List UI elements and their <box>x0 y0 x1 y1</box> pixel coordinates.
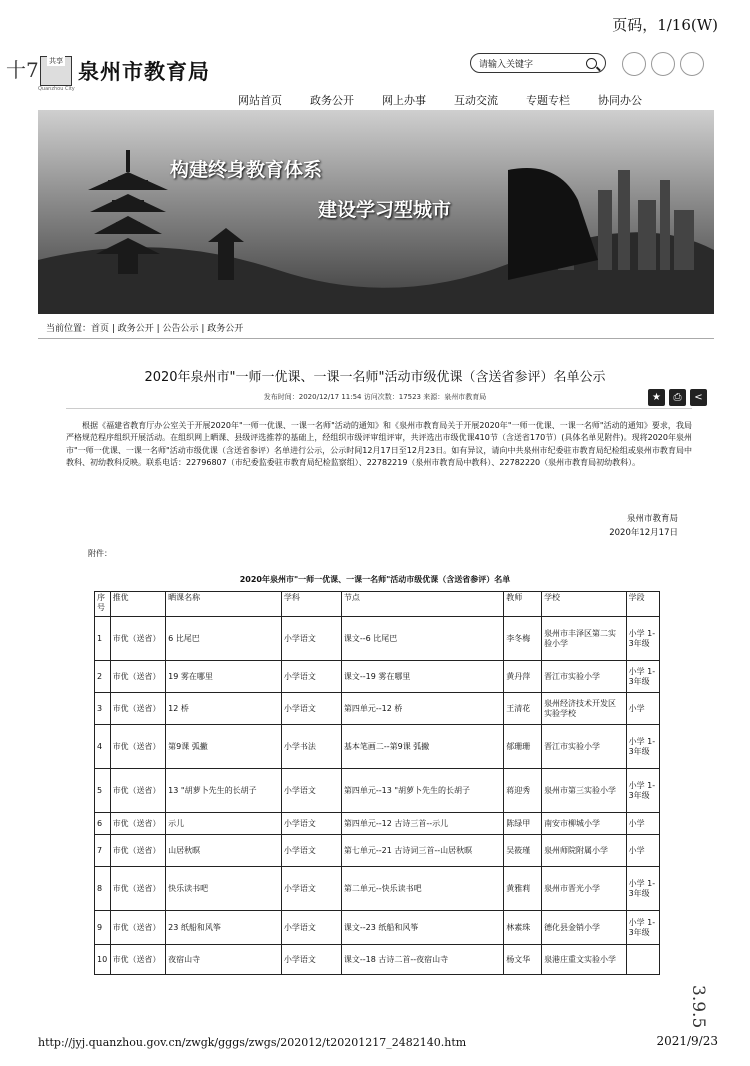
article-paragraph: 根据《福建省教育厅办公室关于开展2020年"一师一优课、一课一名师"活动的通知》和《泉州市教育局关于开展2020年"一师一优课、一课一名师"活动的通知》要求，我局严格规范程序组织开展活动。在组织网上晒课、县级评选推荐的基础上，经组织市级评审组评审，共评选出市级优课410节（含送省170节）(具体名单见附件)。现将2020年泉州市"一师一优课、一课一名师"活动市级优课（含送省参评）名单进行公示，公示时间12月17日至12月23日。如有异议，请向中共泉州市纪委驻市教育局纪检组或泉州市教育局中教科、初幼教科反映。联系电话：22796807（市纪委监委驻市教育局纪检监察组）、22782219（泉州市教育局中教科）、22782220（泉州市教育局初幼教科）。 <box>66 421 692 468</box>
logo-badge-text: 共享 <box>49 57 63 65</box>
cell-index: 9 <box>95 911 111 945</box>
cell-teacher: 吴筱瑾 <box>504 835 542 867</box>
cell-teacher: 杨文华 <box>504 945 542 975</box>
cell-school: 晋江市实验小学 <box>542 725 627 769</box>
favorite-icon[interactable]: ★ <box>648 389 665 406</box>
search-box[interactable] <box>470 53 606 73</box>
cell-stage: 小学 <box>626 835 659 867</box>
cell-recommend: 市优（送省） <box>110 725 166 769</box>
footer-url: http://jyj.quanzhou.gov.cn/zwgk/gggs/zwgs/202012/t20201217_2482140.htm <box>38 1036 467 1049</box>
cell-node: 第四单元--13 "胡萝卜先生的长胡子 <box>341 769 503 813</box>
cell-recommend: 市优（送省） <box>110 661 166 693</box>
cell-school: 泉州市丰泽区第二实验小学 <box>542 617 627 661</box>
cell-recommend: 市优（送省） <box>110 769 166 813</box>
cell-school: 南安市柳城小学 <box>542 813 627 835</box>
cell-recommend: 市优（送省） <box>110 835 166 867</box>
table-header-row <box>95 592 660 617</box>
header-school: 学校 <box>542 592 627 617</box>
cell-lesson: 快乐读书吧 <box>166 867 282 911</box>
header-recommend: 推优 <box>110 592 166 617</box>
cell-subject: 小学语文 <box>281 661 341 693</box>
cell-stage: 小学 1-3年级 <box>626 769 659 813</box>
cell-node: 第二单元--快乐读书吧 <box>341 867 503 911</box>
circle-button-icon[interactable] <box>651 52 675 76</box>
article-body <box>66 420 692 470</box>
margin-note: 十7 <box>6 58 39 82</box>
side-note: 3.9.5 <box>688 985 708 1029</box>
cell-recommend: 市优（送省） <box>110 813 166 835</box>
cell-node: 课文--18 古诗二首--夜宿山寺 <box>341 945 503 975</box>
cell-index: 1 <box>95 617 111 661</box>
cell-lesson: 12 桥 <box>166 693 282 725</box>
cell-index: 8 <box>95 867 111 911</box>
table-row <box>95 945 660 975</box>
header-teacher: 教师 <box>504 592 542 617</box>
cell-teacher: 陈绿甲 <box>504 813 542 835</box>
logo-english: Quanzhou City <box>38 86 75 92</box>
results-table <box>94 591 660 975</box>
cell-index: 7 <box>95 835 111 867</box>
cell-subject: 小学语文 <box>281 693 341 725</box>
attachment-label: 附件： <box>88 549 112 558</box>
cell-stage: 小学 <box>626 813 659 835</box>
table-row <box>95 813 660 835</box>
circle-button-icon[interactable] <box>680 52 704 76</box>
header-stage: 学段 <box>626 592 659 617</box>
cell-teacher: 黄雅莉 <box>504 867 542 911</box>
cell-subject: 小学语文 <box>281 835 341 867</box>
cell-stage: 小学 <box>626 693 659 725</box>
cell-recommend: 市优（送省） <box>110 867 166 911</box>
cell-school: 泉州市第三实验小学 <box>542 769 627 813</box>
table-row <box>95 617 660 661</box>
cell-lesson: 6 比尾巴 <box>166 617 282 661</box>
cell-subject: 小学语文 <box>281 617 341 661</box>
nav-office[interactable]: 协同办公 <box>598 94 642 107</box>
cell-stage: 小学 1-3年级 <box>626 617 659 661</box>
cell-index: 10 <box>95 945 111 975</box>
cell-school: 泉州师院附属小学 <box>542 835 627 867</box>
cell-teacher: 林素珠 <box>504 911 542 945</box>
table-row <box>95 769 660 813</box>
cell-subject: 小学书法 <box>281 725 341 769</box>
cell-node: 第四单元--12 古诗三首--示儿 <box>341 813 503 835</box>
main-nav <box>238 92 670 108</box>
table-row <box>95 867 660 911</box>
nav-home[interactable]: 网站首页 <box>238 94 282 107</box>
cell-school: 德化县金销小学 <box>542 911 627 945</box>
site-logo-icon[interactable] <box>40 56 72 86</box>
nav-online-service[interactable]: 网上办事 <box>382 94 426 107</box>
table-row <box>95 835 660 867</box>
cell-recommend: 市优（送省） <box>110 945 166 975</box>
cell-node: 基本笔画二--第9课 弧撇 <box>341 725 503 769</box>
cell-recommend: 市优（送省） <box>110 617 166 661</box>
cell-school: 晋江市实验小学 <box>542 661 627 693</box>
cell-lesson: 23 纸船和风筝 <box>166 911 282 945</box>
cell-stage <box>626 945 659 975</box>
cell-lesson: 山居秋暝 <box>166 835 282 867</box>
nav-gov-affairs[interactable]: 政务公开 <box>310 94 354 107</box>
header-node: 节点 <box>341 592 503 617</box>
cell-index: 5 <box>95 769 111 813</box>
cell-lesson: 夜宿山寺 <box>166 945 282 975</box>
cell-lesson: 第9课 弧撇 <box>166 725 282 769</box>
cell-school: 泉港庄重文实验小学 <box>542 945 627 975</box>
nav-topics[interactable]: 专题专栏 <box>526 94 570 107</box>
article-tools <box>648 389 707 406</box>
cell-subject: 小学语文 <box>281 769 341 813</box>
signature-date: 2020年12月17日 <box>609 528 678 538</box>
footer-date: 2021/9/23 <box>656 1034 718 1048</box>
table-body <box>95 617 660 975</box>
header-circle-buttons <box>622 52 704 76</box>
cell-subject: 小学语文 <box>281 911 341 945</box>
table-row <box>95 661 660 693</box>
cell-teacher: 蒋迎秀 <box>504 769 542 813</box>
print-icon[interactable]: ⎙ <box>669 389 686 406</box>
search-input[interactable]: 请输入关键字 <box>479 59 534 70</box>
cell-teacher: 李冬梅 <box>504 617 542 661</box>
search-icon[interactable] <box>586 58 597 69</box>
cell-school: 泉州市晋光小学 <box>542 867 627 911</box>
cell-lesson: 示儿 <box>166 813 282 835</box>
cell-node: 第四单元--12 桥 <box>341 693 503 725</box>
circle-button-icon[interactable] <box>622 52 646 76</box>
cell-subject: 小学语文 <box>281 867 341 911</box>
cell-recommend: 市优（送省） <box>110 693 166 725</box>
cell-index: 6 <box>95 813 111 835</box>
cell-teacher: 王清花 <box>504 693 542 725</box>
cell-subject: 小学语文 <box>281 813 341 835</box>
header-subject: 学科 <box>281 592 341 617</box>
cell-stage: 小学 1-3年级 <box>626 867 659 911</box>
cell-index: 3 <box>95 693 111 725</box>
cell-recommend: 市优（送省） <box>110 911 166 945</box>
cell-stage: 小学 1-3年级 <box>626 911 659 945</box>
cell-school: 泉州经济技术开发区实验学校 <box>542 693 627 725</box>
banner-slogan-2: 建设学习型城市 <box>318 199 452 221</box>
cell-node: 课文--6 比尾巴 <box>341 617 503 661</box>
site-name[interactable]: 泉州市教育局 <box>78 60 210 84</box>
cell-subject: 小学语文 <box>281 945 341 975</box>
breadcrumb[interactable]: 当前位置：首页 | 政务公开 | 公告公示 | 政务公开 <box>38 318 714 339</box>
cell-node: 课文--23 纸船和风筝 <box>341 911 503 945</box>
cell-stage: 小学 1-3年级 <box>626 661 659 693</box>
table-row <box>95 693 660 725</box>
signature-org: 泉州市教育局 <box>626 514 678 524</box>
page-number: 页码，1/16(W) <box>612 16 718 34</box>
table-row <box>95 725 660 769</box>
nav-interaction[interactable]: 互动交流 <box>454 94 498 107</box>
divider <box>66 408 692 409</box>
header-lesson: 晒课名称 <box>166 592 282 617</box>
table-row <box>95 911 660 945</box>
table-title: 2020年泉州市"一师一优课、一课一名师"活动市级优课（含送省参评）名单 <box>239 575 511 584</box>
cell-teacher: 郁珊珊 <box>504 725 542 769</box>
cell-index: 2 <box>95 661 111 693</box>
cell-node: 课文--19 雾在哪里 <box>341 661 503 693</box>
banner-slogan-1: 构建终身教育体系 <box>170 159 323 181</box>
cell-node: 第七单元--21 古诗词三首--山居秋暝 <box>341 835 503 867</box>
cell-index: 4 <box>95 725 111 769</box>
article-meta: 发布时间：2020/12/17 11:54 访问次数：17523 来源：泉州市教育局 <box>263 393 487 401</box>
cell-lesson: 19 雾在哪里 <box>166 661 282 693</box>
cell-stage: 小学 1-3年级 <box>626 725 659 769</box>
article-title: 2020年泉州市"一师一优课、一课一名师"活动市级优课（含送省参评）名单公示 <box>144 370 606 385</box>
cell-lesson: 13 "胡萝卜先生的长胡子 <box>166 769 282 813</box>
cell-teacher: 黄丹萍 <box>504 661 542 693</box>
share-icon[interactable]: < <box>690 389 707 406</box>
header-index: 序号 <box>95 592 111 617</box>
